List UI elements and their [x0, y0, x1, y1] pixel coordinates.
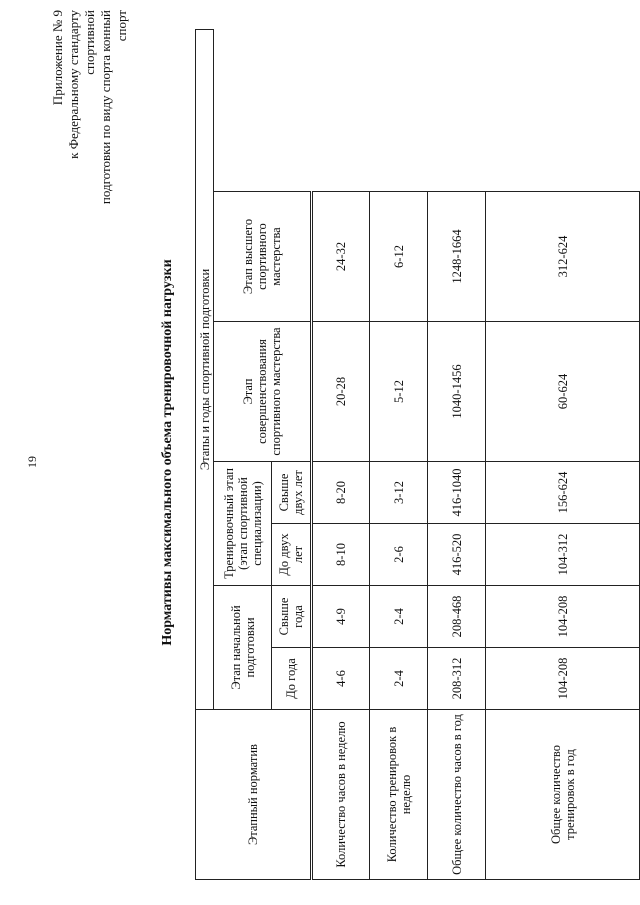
table-cell: 20-28: [312, 322, 370, 462]
table-cell: 2-4: [370, 648, 428, 710]
row-label: Общее количество тренировок в год: [486, 710, 640, 880]
row-label: Количество часов в неделю: [312, 710, 370, 880]
sub-initial-up-to-year: До года: [272, 648, 312, 710]
norms-table: [195, 29, 640, 880]
table-cell: 24-32: [312, 192, 370, 322]
table-cell: 2-6: [370, 524, 428, 586]
row-header-cell: Этапный норматив: [196, 710, 312, 880]
appendix-line-2: к Федеральному стандарту спортивной: [66, 10, 97, 159]
appendix-header: [50, 10, 130, 210]
table-cell: 1248-1664: [428, 192, 486, 322]
table-cell: 208-468: [428, 586, 486, 648]
table-cell: 104-208: [486, 648, 640, 710]
table-row: [428, 29, 486, 879]
stage-initial-header: Этап начальной подготовки: [214, 586, 272, 710]
document-title: Нормативы максимального объема тренировочной нагрузки: [160, 259, 175, 646]
stage-higher-header: Этап высшего спортивного мастерства: [214, 192, 312, 322]
sub-initial-over-year: Свыше года: [272, 586, 312, 648]
table-row: [486, 29, 640, 879]
stage-improvement-header: Этап совершенствования спортивного мастерства: [214, 322, 312, 462]
table-cell: 8-20: [312, 462, 370, 524]
table-row: [370, 29, 428, 879]
table-cell: 416-520: [428, 524, 486, 586]
table-row: [312, 29, 370, 879]
table-cell: 104-312: [486, 524, 640, 586]
table-cell: 4-6: [312, 648, 370, 710]
table-cell: 156-624: [486, 462, 640, 524]
table-cell: 312-624: [486, 192, 640, 322]
page-number: 19: [25, 456, 39, 468]
row-label: Количество тренировок в неделю: [370, 710, 428, 880]
table-cell: 6-12: [370, 192, 428, 322]
table-cell: 5-12: [370, 322, 428, 462]
row-label: Общее количество часов в год: [428, 710, 486, 880]
appendix-line-3: подготовки по виду спорта конный спорт: [98, 10, 129, 205]
sub-training-over-two: Свыше двух лет: [272, 462, 312, 524]
table-cell: 1040-1456: [428, 322, 486, 462]
table-cell: 3-12: [370, 462, 428, 524]
table-cell: 416-1040: [428, 462, 486, 524]
group-header-cell: Этапы и годы спортивной подготовки: [196, 29, 214, 709]
table-cell: 4-9: [312, 586, 370, 648]
stage-training-header: Тренировочный этап (этап спортивной специализации): [214, 462, 272, 586]
table-cell: 104-208: [486, 586, 640, 648]
table-cell: 60-624: [486, 322, 640, 462]
table-cell: 8-10: [312, 524, 370, 586]
table-cell: 2-4: [370, 586, 428, 648]
appendix-line-1: Приложение № 9: [50, 10, 65, 106]
header-row-1: [196, 29, 214, 879]
table-cell: 208-312: [428, 648, 486, 710]
sub-training-up-to-two: До двух лет: [272, 524, 312, 586]
